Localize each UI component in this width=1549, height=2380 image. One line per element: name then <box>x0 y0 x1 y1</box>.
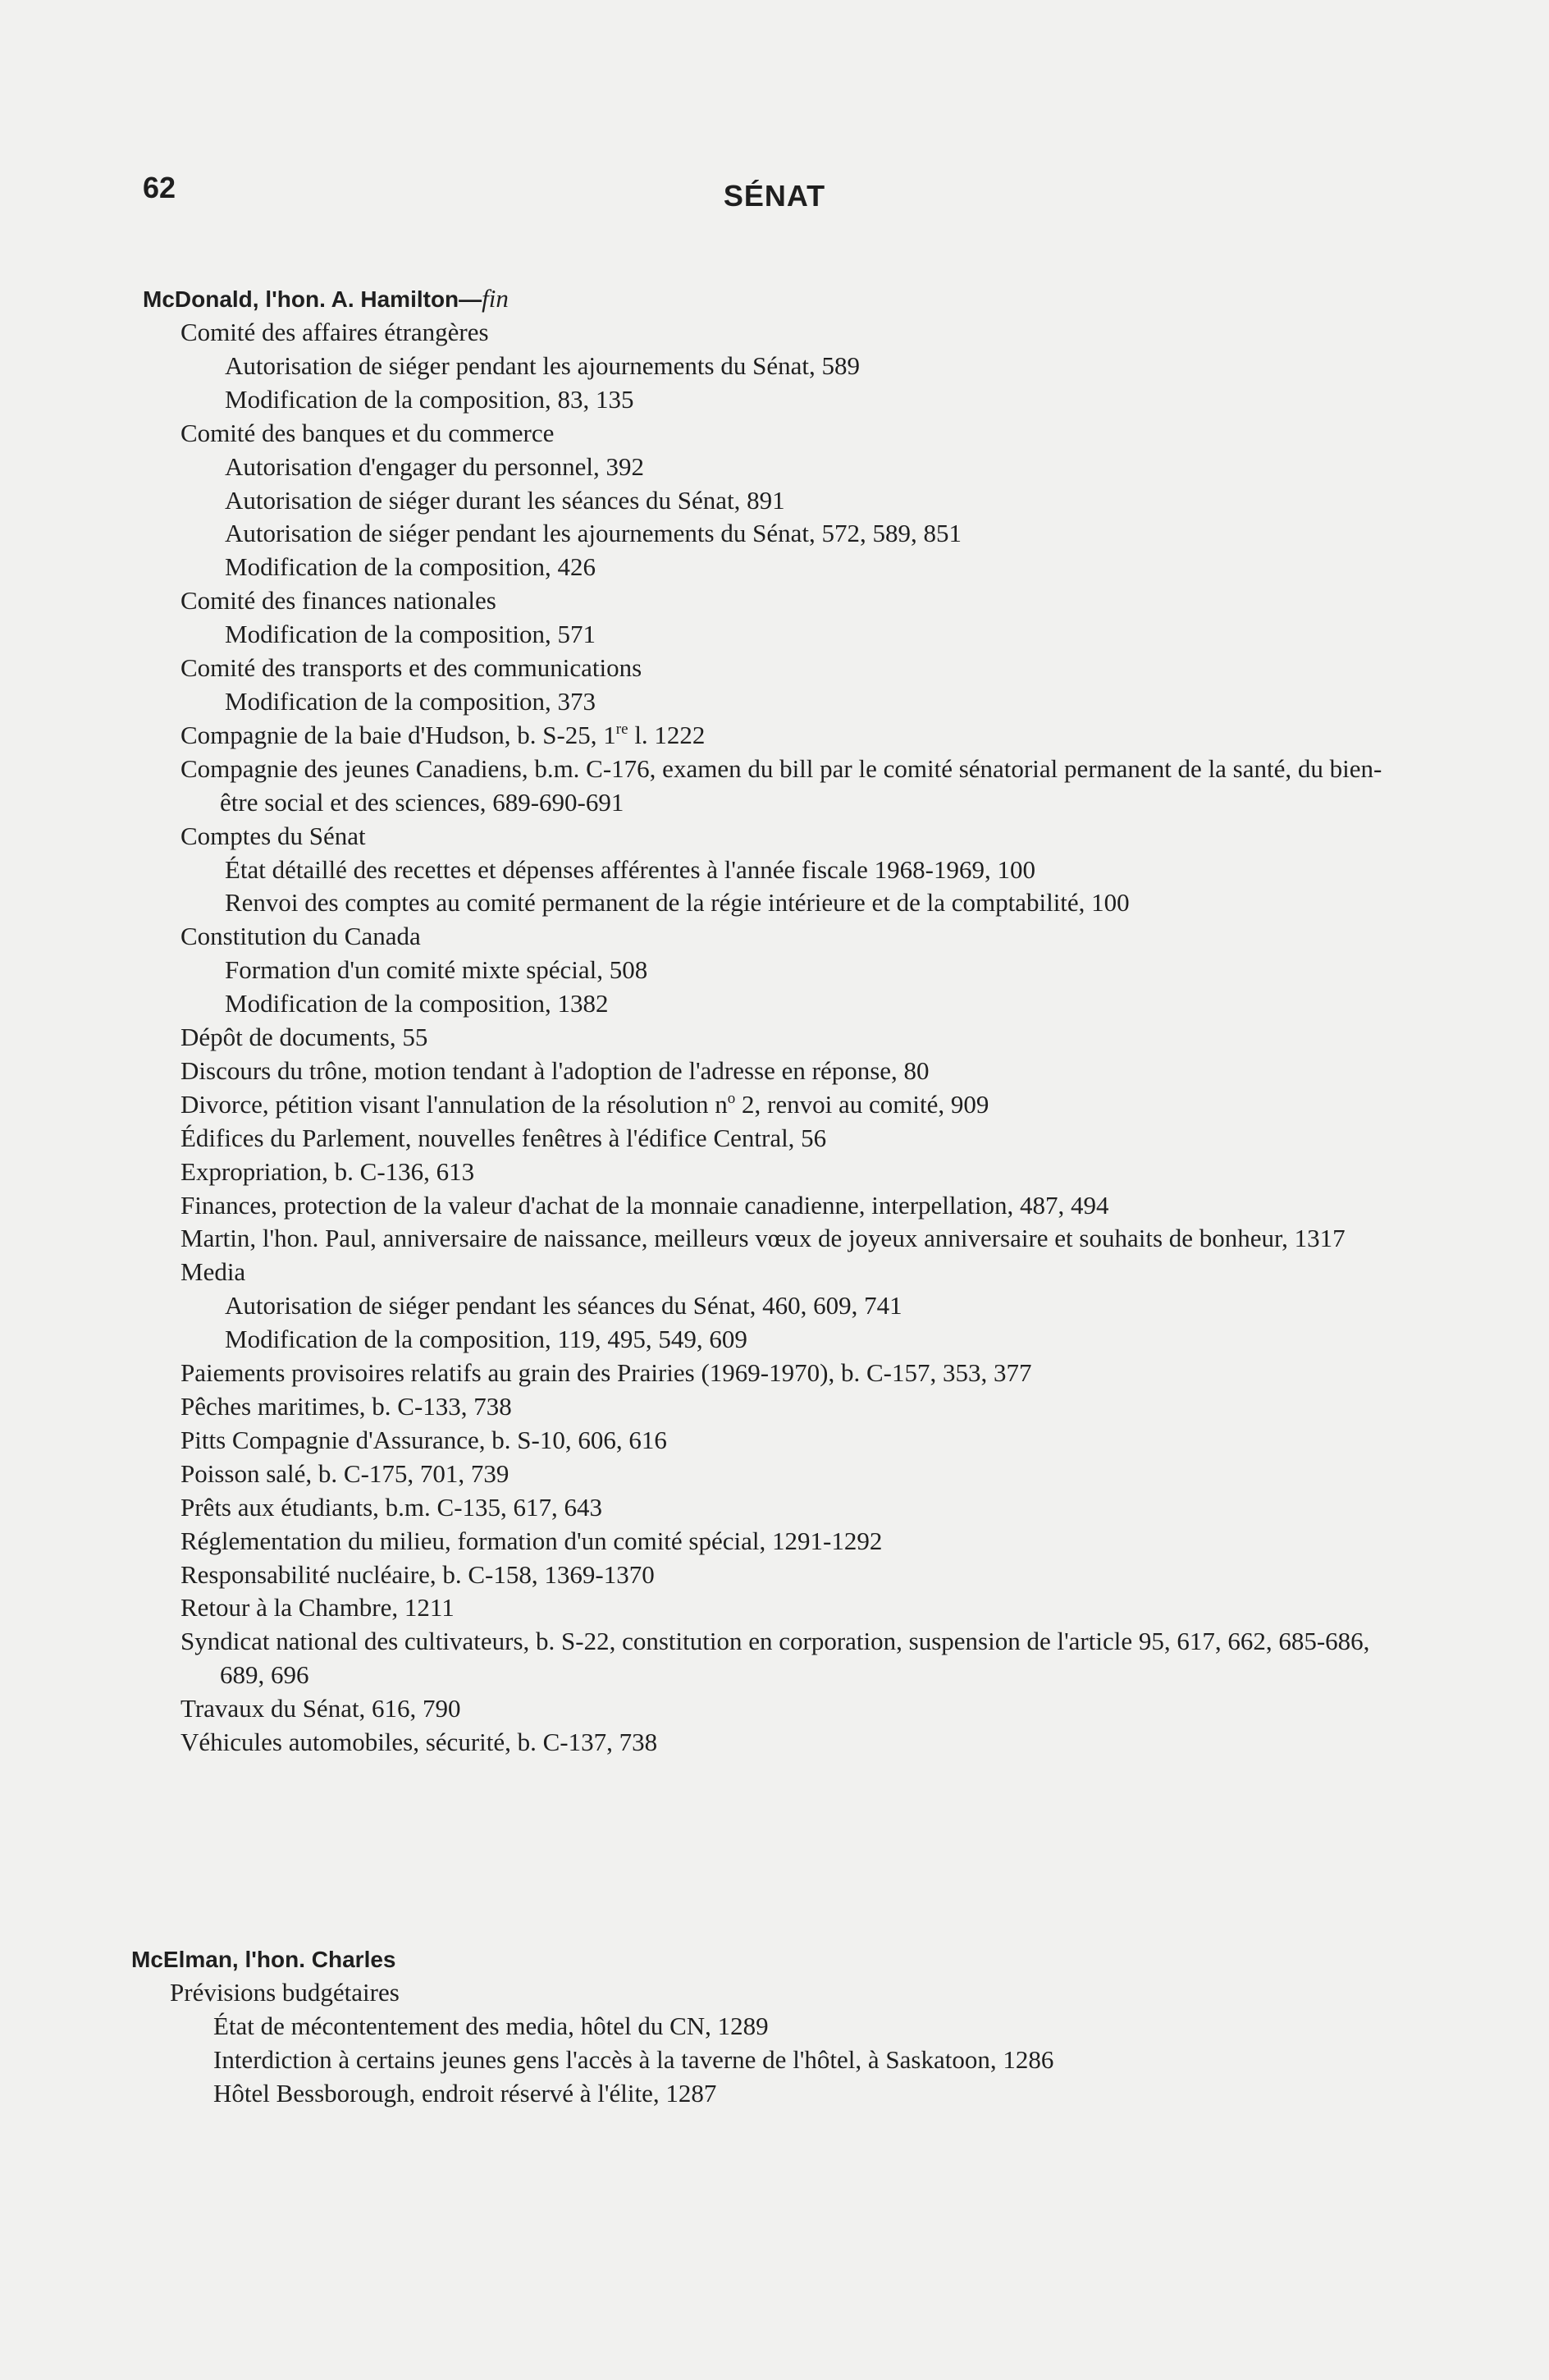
index-entry: Responsabilité nucléaire, b. C-158, 1369-1370 <box>180 1559 655 1589</box>
index-entry: Constitution du Canada <box>180 922 421 951</box>
index-entry: Discours du trône, motion tendant à l'adoption de l'adresse en réponse, 80 <box>180 1055 930 1085</box>
index-entry: Martin, l'hon. Paul, anniversaire de naissance, meilleurs vœux de joyeux anniversaire et souhaits de bonheur, 1317 <box>180 1224 1346 1253</box>
index-entry: Comité des finances nationales <box>180 586 496 616</box>
index-subentry: Interdiction à certains jeunes gens l'accès à la taverne de l'hôtel, à Saskatoon, 1286 <box>213 2044 1054 2074</box>
index-entry: Paiements provisoires relatifs au grain des Prairies (1969-1970), b. C-157, 353, 377 <box>180 1358 1032 1388</box>
index-entry: Pêches maritimes, b. C-133, 738 <box>180 1392 512 1421</box>
index-subentry: Autorisation de siéger pendant les séances du Sénat, 460, 609, 741 <box>225 1291 902 1320</box>
index-entry: Comité des banques et du commerce <box>180 418 555 447</box>
index-subentry: Autorisation d'engager du personnel, 392 <box>225 451 644 481</box>
index-subentry: État détaillé des recettes et dépenses afférentes à l'année fiscale 1968-1969, 100 <box>225 854 1035 884</box>
index-subentry: Autorisation de siéger pendant les ajournements du Sénat, 572, 589, 851 <box>225 519 962 548</box>
index-entry: Compagnie des jeunes Canadiens, b.m. C-176, examen du bill par le comité sénatorial permanent de la santé, du bien-être social et des sciences, 689-690-691 <box>180 753 1382 817</box>
index-entry: Prêts aux étudiants, b.m. C-135, 617, 643 <box>180 1492 603 1522</box>
index-entry: Travaux du Sénat, 616, 790 <box>180 1694 461 1723</box>
index-subentry: Modification de la composition, 373 <box>225 686 596 716</box>
index-entry: Comité des affaires étrangères <box>180 318 489 346</box>
index-subentry: Autorisation de siéger durant les séances du Sénat, 891 <box>225 485 785 515</box>
index-entry: Prévisions budgétaires <box>170 1978 400 2007</box>
index-section-mcelman <box>0 1943 1549 2111</box>
index-subentry: Formation d'un comité mixte spécial, 508 <box>225 955 648 985</box>
index-entry: Syndicat national des cultivateurs, b. S-22, constitution en corporation, suspension de l'article 95, 617, 662, 685-686, 689, 696 <box>180 1627 1370 1690</box>
index-section-mcdonald <box>0 282 1549 1760</box>
index-entry: Media <box>180 1257 246 1287</box>
index-entry: Dépôt de documents, 55 <box>180 1023 428 1052</box>
index-entry: Poisson salé, b. C-175, 701, 739 <box>180 1458 509 1488</box>
index-subentry: État de mécontentement des media, hôtel du CN, 1289 <box>213 2011 769 2040</box>
index-entry: Compagnie de la baie d'Hudson, b. S-25, 1re l. 1222 <box>180 720 706 749</box>
page-number: 62 <box>143 171 176 204</box>
index-entry: Véhicules automobiles, sécurité, b. C-137, 738 <box>180 1728 658 1757</box>
index-subentry: Modification de la composition, 426 <box>225 552 596 582</box>
index-subentry: Hôtel Bessborough, endroit réservé à l'élite, 1287 <box>213 2078 717 2108</box>
index-entry: Pitts Compagnie d'Assurance, b. S-10, 606, 616 <box>180 1425 667 1454</box>
index-subentry: Renvoi des comptes au comité permanent de la régie intérieure et de la comptabilité, 100 <box>225 888 1130 918</box>
index-subentry: Modification de la composition, 119, 495, 549, 609 <box>225 1325 747 1354</box>
index-subentry: Autorisation de siéger pendant les ajournements du Sénat, 589 <box>225 350 860 380</box>
index-entry: Réglementation du milieu, formation d'un comité spécial, 1291-1292 <box>180 1526 883 1555</box>
index-entry: Comité des transports et des communications <box>180 653 642 683</box>
index-subentry: Modification de la composition, 571 <box>225 620 596 649</box>
running-head: SÉNAT <box>723 179 826 213</box>
index-entry: Retour à la Chambre, 1211 <box>180 1593 455 1623</box>
index-subentry: Modification de la composition, 83, 135 <box>225 384 634 414</box>
index-entry: Divorce, pétition visant l'annulation de la résolution $n^o$ 2, renvoi au comité, 909 <box>180 1089 989 1119</box>
index-subentry: Modification de la composition, 1382 <box>225 989 609 1018</box>
person-heading: McDonald, l'hon. A. Hamilton—fin <box>143 284 509 313</box>
index-entry: Édifices du Parlement, nouvelles fenêtres à l'édifice Central, 56 <box>180 1123 827 1152</box>
index-entry: Expropriation, b. C-136, 613 <box>180 1156 475 1186</box>
index-entry: Finances, protection de la valeur d'achat de la monnaie canadienne, interpellation, 487, 494 <box>180 1190 1109 1220</box>
person-heading: McElman, l'hon. Charles <box>131 1947 396 1972</box>
index-entry: Comptes du Sénat <box>180 821 366 850</box>
